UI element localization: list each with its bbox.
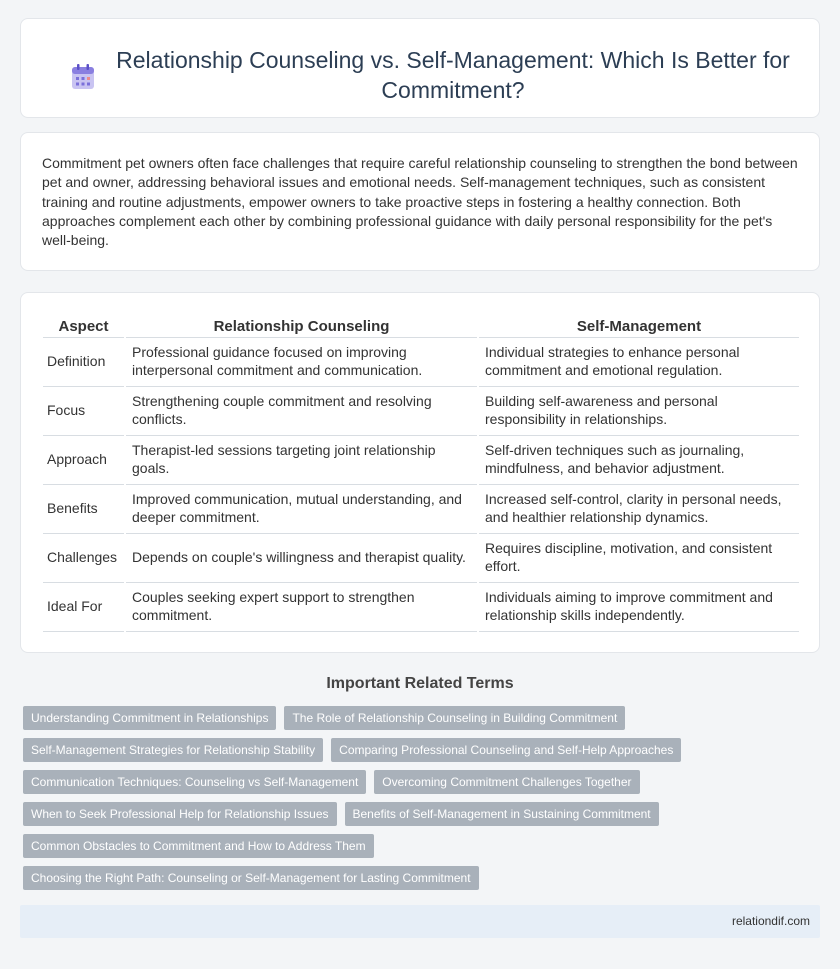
related-term-tag[interactable]: When to Seek Professional Help for Relationship Issues xyxy=(23,802,337,826)
related-term-tag[interactable]: Comparing Professional Counseling and Self-Help Approaches xyxy=(331,738,681,762)
table-row xyxy=(43,582,799,631)
comparison-card xyxy=(20,292,820,653)
row-aspect: Benefits xyxy=(43,484,125,533)
row-self-management-cell: Building self-awareness and personal responsibility in relationships. xyxy=(478,386,799,435)
table-row xyxy=(43,435,799,484)
intro-paragraph: Commitment pet owners often face challenges that require careful relationship counseling to strengthen the bond between pet and owner, addressing behavioral issues and emotional needs. Self-management techniques, such as consistent training and routine adjustments, empower owners to take proactive steps in fostering a healthy connection. Both approaches complement each other by combining professional guidance with daily personal responsibility for the pet's well-being. xyxy=(42,155,798,249)
related-term-tag[interactable]: Understanding Commitment in Relationships xyxy=(23,706,276,730)
table-row xyxy=(43,386,799,435)
table-row xyxy=(43,533,799,582)
row-counseling-cell: Strengthening couple commitment and resolving conflicts. xyxy=(125,386,478,435)
related-term-tag[interactable]: Common Obstacles to Commitment and How to Address Them xyxy=(23,834,374,858)
row-counseling-cell: Improved communication, mutual understanding, and deeper commitment. xyxy=(125,484,478,533)
row-counseling-cell: Professional guidance focused on improving interpersonal commitment and communication. xyxy=(125,337,478,386)
comparison-table xyxy=(43,316,799,632)
header-aspect: Aspect xyxy=(43,316,125,337)
related-term-tag[interactable]: Overcoming Commitment Challenges Together xyxy=(374,770,639,794)
row-aspect: Definition xyxy=(43,337,125,386)
row-self-management-cell: Self-driven techniques such as journaling, mindfulness, and behavior adjustment. xyxy=(478,435,799,484)
page-title: Relationship Counseling vs. Self-Management: Which Is Better for Commitment? xyxy=(116,47,790,103)
row-aspect: Ideal For xyxy=(43,582,125,631)
table-header-row xyxy=(43,316,799,337)
row-counseling-cell: Therapist-led sessions targeting joint relationship goals. xyxy=(125,435,478,484)
row-self-management-cell: Requires discipline, motivation, and consistent effort. xyxy=(478,533,799,582)
row-counseling-cell: Depends on couple's willingness and therapist quality. xyxy=(125,533,478,582)
row-aspect: Challenges xyxy=(43,533,125,582)
related-term-tag[interactable]: The Role of Relationship Counseling in Building Commitment xyxy=(284,706,625,730)
row-counseling-cell: Couples seeking expert support to strengthen commitment. xyxy=(125,582,478,631)
related-terms-list xyxy=(23,706,803,898)
row-self-management-cell: Individuals aiming to improve commitment and relationship skills independently. xyxy=(478,582,799,631)
header-self-management: Self-Management xyxy=(478,316,799,337)
related-terms-heading: Important Related Terms xyxy=(326,675,514,692)
calendar-icon xyxy=(71,64,95,90)
intro-card xyxy=(20,132,820,271)
related-term-tag[interactable]: Communication Techniques: Counseling vs Self-Management xyxy=(23,770,366,794)
header-relationship-counseling: Relationship Counseling xyxy=(125,316,478,337)
title-card xyxy=(20,18,820,118)
row-self-management-cell: Individual strategies to enhance personal commitment and emotional regulation. xyxy=(478,337,799,386)
related-term-tag[interactable]: Benefits of Self-Management in Sustaining Commitment xyxy=(345,802,659,826)
related-term-tag[interactable]: Choosing the Right Path: Counseling or Self-Management for Lasting Commitment xyxy=(23,866,479,890)
table-row xyxy=(43,337,799,386)
related-term-tag[interactable]: Self-Management Strategies for Relationship Stability xyxy=(23,738,323,762)
row-self-management-cell: Increased self-control, clarity in personal needs, and healthier relationship dynamics. xyxy=(478,484,799,533)
footer-site-link[interactable]: relationdif.com xyxy=(731,914,810,928)
table-row xyxy=(43,484,799,533)
row-aspect: Focus xyxy=(43,386,125,435)
row-aspect: Approach xyxy=(43,435,125,484)
footer xyxy=(20,905,820,938)
